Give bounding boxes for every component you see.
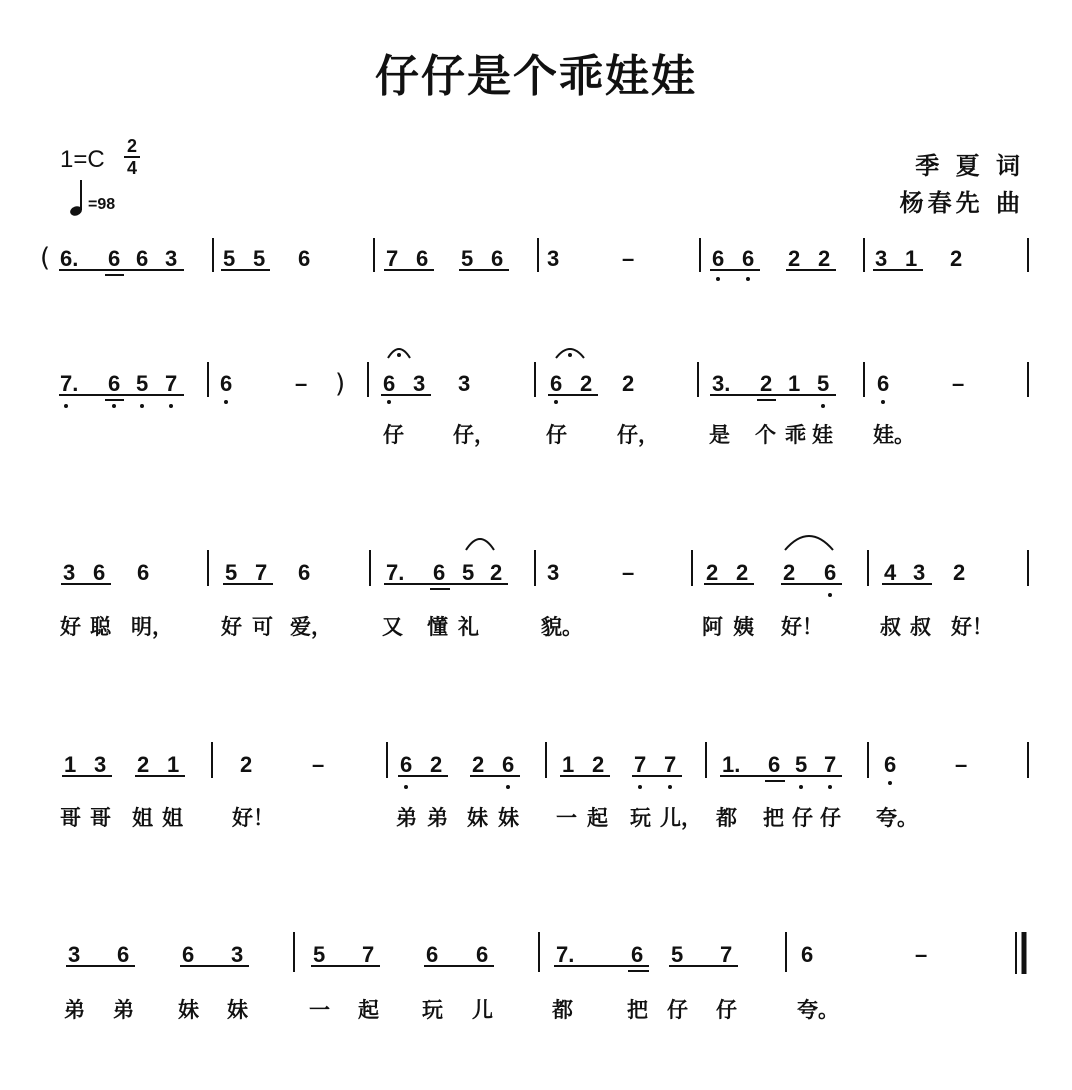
lower-octave-dot bbox=[404, 785, 408, 789]
score-line-2 bbox=[59, 349, 1028, 448]
tempo-marking: =98 bbox=[88, 196, 116, 213]
lyric: 姐 bbox=[132, 806, 153, 830]
dash: – bbox=[312, 752, 325, 777]
note: 5 bbox=[461, 246, 474, 271]
note: 6 bbox=[742, 246, 755, 271]
note: 3 bbox=[913, 560, 926, 585]
note: 2 bbox=[736, 560, 749, 585]
slur bbox=[466, 539, 494, 550]
note: 6 bbox=[136, 246, 149, 271]
lyric: 妹 bbox=[178, 998, 199, 1022]
note: 6 bbox=[93, 560, 106, 585]
lyric: 哥 bbox=[90, 806, 111, 830]
lower-octave-dot bbox=[169, 404, 173, 408]
score-line-4 bbox=[60, 742, 1028, 831]
fermata-dot bbox=[568, 353, 572, 357]
note: 6 bbox=[433, 560, 446, 585]
note: 6 bbox=[491, 246, 504, 271]
note: 7. bbox=[386, 560, 405, 585]
note: 7 bbox=[255, 560, 268, 585]
lyric: 弟 bbox=[427, 806, 448, 830]
dash: – bbox=[955, 752, 968, 777]
lower-octave-dot bbox=[821, 404, 825, 408]
lower-octave-dot bbox=[387, 400, 391, 404]
note: 6 bbox=[298, 560, 311, 585]
note: 6 bbox=[768, 752, 781, 777]
note: 5 bbox=[253, 246, 266, 271]
lower-octave-dot bbox=[112, 404, 116, 408]
note: 6 bbox=[550, 371, 563, 396]
note: 2 bbox=[137, 752, 150, 777]
lyric: 懂 bbox=[427, 615, 448, 639]
lyric: 姨 bbox=[733, 615, 754, 639]
lyric: 明， bbox=[131, 615, 173, 639]
note: 6. bbox=[60, 246, 79, 271]
note: 7 bbox=[664, 752, 677, 777]
note: 6 bbox=[108, 246, 121, 271]
note: 6 bbox=[426, 942, 439, 967]
note: 2 bbox=[760, 371, 773, 396]
lyric: 好！ bbox=[781, 615, 823, 639]
note: 3 bbox=[68, 942, 81, 967]
note: 5 bbox=[136, 371, 149, 396]
lyric: 把 bbox=[763, 806, 784, 830]
lyric: 仔 bbox=[667, 998, 688, 1022]
lyric: 娃 bbox=[812, 423, 833, 447]
note: 1 bbox=[64, 752, 77, 777]
note: 2 bbox=[783, 560, 796, 585]
lyric: 仔 bbox=[716, 998, 737, 1022]
composer-credit: 杨春先 曲 bbox=[899, 189, 1024, 217]
note: 6 bbox=[298, 246, 311, 271]
lyric: 可 bbox=[252, 615, 273, 639]
lower-octave-dot bbox=[638, 785, 642, 789]
lyric: 夸。 bbox=[876, 806, 918, 830]
lyric: 仔， bbox=[617, 423, 659, 447]
note: 4 bbox=[884, 560, 897, 585]
note: 2 bbox=[818, 246, 831, 271]
note: 7 bbox=[634, 752, 647, 777]
lyric: 仔 bbox=[792, 806, 813, 830]
note: 2 bbox=[240, 752, 253, 777]
note: 7 bbox=[362, 942, 375, 967]
lyric: 起 bbox=[358, 998, 379, 1022]
note: 2 bbox=[490, 560, 503, 585]
note: 6 bbox=[502, 752, 515, 777]
note: 6 bbox=[631, 942, 644, 967]
note: 1 bbox=[905, 246, 918, 271]
note: 2 bbox=[788, 246, 801, 271]
note: 6 bbox=[877, 371, 890, 396]
note: 6 bbox=[416, 246, 429, 271]
lyric: 把 bbox=[627, 998, 648, 1022]
lyric: 儿 bbox=[472, 998, 493, 1022]
lower-octave-dot bbox=[888, 781, 892, 785]
lyric: 仔 bbox=[383, 423, 404, 447]
note: 6 bbox=[712, 246, 725, 271]
note: 6 bbox=[801, 942, 814, 967]
lyric: 好！ bbox=[951, 615, 993, 639]
note: 3 bbox=[63, 560, 76, 585]
note: 3. bbox=[712, 371, 731, 396]
lyric: 弟 bbox=[64, 998, 85, 1022]
dash: – bbox=[622, 246, 635, 271]
note: 6 bbox=[220, 371, 233, 396]
lyric: 又 bbox=[382, 615, 403, 639]
note: 5 bbox=[671, 942, 684, 967]
open-paren: ( bbox=[40, 243, 51, 273]
lower-octave-dot bbox=[506, 785, 510, 789]
lower-octave-dot bbox=[881, 400, 885, 404]
note: 7 bbox=[165, 371, 178, 396]
lyric: 叔 bbox=[880, 615, 901, 639]
lyric: 貌。 bbox=[541, 615, 583, 639]
note: 5 bbox=[462, 560, 475, 585]
note: 1. bbox=[722, 752, 741, 777]
note: 3 bbox=[231, 942, 244, 967]
note: 1 bbox=[167, 752, 180, 777]
note: 6 bbox=[400, 752, 413, 777]
lyric: 妹 bbox=[227, 998, 248, 1022]
lower-octave-dot bbox=[668, 785, 672, 789]
lower-octave-dot bbox=[799, 785, 803, 789]
fermata-dot bbox=[397, 353, 401, 357]
key-signature: 1=C bbox=[60, 146, 105, 173]
lower-octave-dot bbox=[554, 400, 558, 404]
dash: – bbox=[952, 371, 965, 396]
lyric: 娃。 bbox=[873, 423, 915, 447]
lyric: 叔 bbox=[910, 615, 931, 639]
note: 6 bbox=[824, 560, 837, 585]
note: 3 bbox=[458, 371, 471, 396]
lyric: 妹 bbox=[467, 806, 488, 830]
score-line-1 bbox=[40, 238, 1028, 281]
lyric: 仔 bbox=[546, 423, 567, 447]
note: 2 bbox=[953, 560, 966, 585]
lyric: 儿， bbox=[660, 806, 702, 830]
lyric: 姐 bbox=[162, 806, 183, 830]
lyric: 好 bbox=[221, 615, 242, 639]
time-signature-top: 2 bbox=[126, 136, 137, 156]
slur bbox=[785, 536, 833, 550]
lyric: 都 bbox=[552, 998, 573, 1022]
score-line-5 bbox=[64, 932, 1024, 1022]
note: 6 bbox=[137, 560, 150, 585]
lyric: 好 bbox=[60, 615, 81, 639]
page-title: 仔仔是个乖娃娃 bbox=[375, 51, 697, 102]
lyric: 爱， bbox=[290, 615, 332, 639]
note: 6 bbox=[182, 942, 195, 967]
lyric: 弟 bbox=[113, 998, 134, 1022]
note: 2 bbox=[950, 246, 963, 271]
lyricist-credit: 季 夏 词 bbox=[915, 152, 1024, 180]
lower-octave-dot bbox=[224, 400, 228, 404]
note: 6 bbox=[117, 942, 130, 967]
lyric: 哥 bbox=[60, 806, 81, 830]
lyric: 玩 bbox=[422, 998, 443, 1022]
lower-octave-dot bbox=[828, 785, 832, 789]
note: 2 bbox=[706, 560, 719, 585]
lyric: 夸。 bbox=[797, 998, 839, 1022]
note: 7 bbox=[720, 942, 733, 967]
lyric: 仔， bbox=[453, 423, 495, 447]
lyric: 聪 bbox=[90, 615, 111, 639]
lyric: 都 bbox=[716, 806, 737, 830]
lyric: 玩 bbox=[630, 806, 651, 830]
note: 6 bbox=[108, 371, 121, 396]
dash: – bbox=[622, 560, 635, 585]
note: 2 bbox=[592, 752, 605, 777]
lyric: 弟 bbox=[396, 806, 417, 830]
note: 1 bbox=[562, 752, 575, 777]
note: 2 bbox=[430, 752, 443, 777]
lyric: 乖 bbox=[785, 423, 806, 447]
lyric: 妹 bbox=[498, 806, 519, 830]
note: 5 bbox=[225, 560, 238, 585]
note: 5 bbox=[313, 942, 326, 967]
note: 7 bbox=[824, 752, 837, 777]
close-paren: ) bbox=[335, 369, 346, 399]
note: 3 bbox=[94, 752, 107, 777]
note: 3 bbox=[547, 560, 560, 585]
dash: – bbox=[295, 371, 308, 396]
lower-octave-dot bbox=[716, 277, 720, 281]
note: 5 bbox=[223, 246, 236, 271]
note: 3 bbox=[547, 246, 560, 271]
note: 5 bbox=[795, 752, 808, 777]
note: 5 bbox=[817, 371, 830, 396]
lyric: 礼 bbox=[458, 615, 479, 639]
time-signature-bottom: 4 bbox=[126, 158, 137, 178]
lyric: 仔 bbox=[820, 806, 841, 830]
lyric: 好！ bbox=[232, 806, 274, 830]
note: 6 bbox=[476, 942, 489, 967]
note: 2 bbox=[622, 371, 635, 396]
note: 1 bbox=[788, 371, 801, 396]
note: 3 bbox=[165, 246, 178, 271]
note: 2 bbox=[580, 371, 593, 396]
note: 6 bbox=[383, 371, 396, 396]
dash: – bbox=[915, 942, 928, 967]
note: 7 bbox=[386, 246, 399, 271]
lyric: 一 bbox=[556, 806, 577, 830]
note: 6 bbox=[884, 752, 897, 777]
note: 3 bbox=[875, 246, 888, 271]
lower-octave-dot bbox=[828, 593, 832, 597]
note: 3 bbox=[413, 371, 426, 396]
lyric: 起 bbox=[587, 806, 608, 830]
lower-octave-dot bbox=[64, 404, 68, 408]
score-line-3 bbox=[60, 536, 1028, 640]
note: 7. bbox=[60, 371, 79, 396]
lower-octave-dot bbox=[140, 404, 144, 408]
lyric: 一 bbox=[309, 998, 330, 1022]
note: 2 bbox=[472, 752, 485, 777]
lyric: 个 bbox=[755, 423, 776, 447]
lyric: 阿 bbox=[702, 615, 723, 639]
note: 7. bbox=[556, 942, 575, 967]
lyric: 是 bbox=[709, 423, 730, 447]
lower-octave-dot bbox=[746, 277, 750, 281]
